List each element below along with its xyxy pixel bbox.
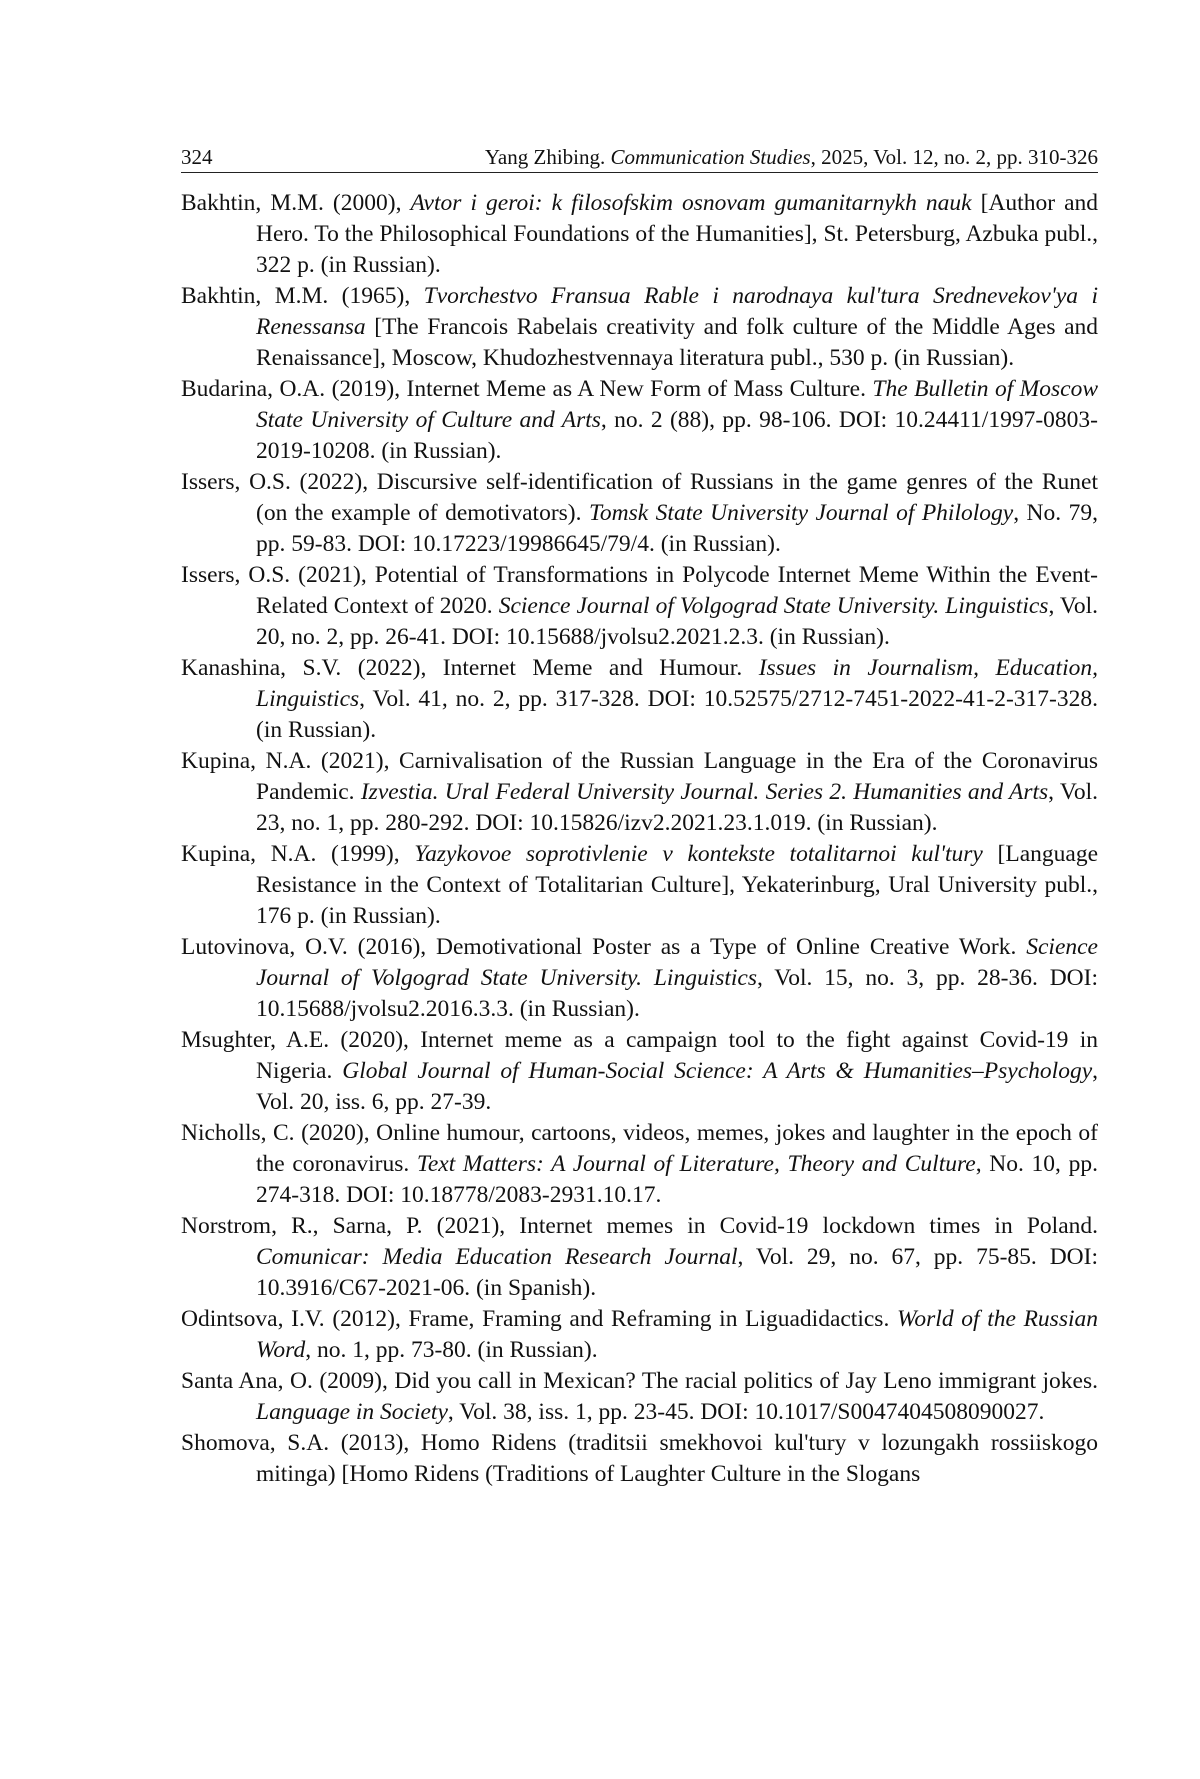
ref-text: , No. 79, pp. 59-83. DOI: 10.17223/19986645/79/4. (in Russian). — [256, 500, 1098, 557]
running-head-citation — [485, 142, 1098, 172]
reference-entry — [181, 281, 1098, 374]
reference-entry — [181, 1025, 1098, 1118]
header-journal: Communication Studies — [610, 145, 811, 169]
ref-journal: Text Matters: A Journal of Literature, Theory and Culture — [416, 1151, 976, 1177]
ref-text: Norstrom, R., Sarna, P. (2021), Internet memes in Covid-19 lockdown times in Poland. — [181, 1213, 1098, 1239]
header-issue: , 2025, Vol. 12, no. 2, pp. 310-326 — [810, 145, 1098, 169]
ref-text: , no. 2 (88), pp. 98-106. DOI: 10.24411/1997-0803-2019-10208. (in Russian). — [256, 407, 1098, 464]
ref-text: , no. 1, pp. 73-80. (in Russian). — [305, 1337, 598, 1363]
reference-entry — [181, 1304, 1098, 1366]
ref-text: Santa Ana, O. (2009), Did you call in Mexican? The racial politics of Jay Leno immigrant jokes. — [181, 1368, 1098, 1394]
ref-text: [Language Resistance in the Context of Totalitarian Culture], Yekaterinburg, Ural University publ., 176 p. (in Russian). — [256, 841, 1098, 929]
ref-text: Issers, O.S. (2021), Potential of Transformations in Polycode Internet Meme Within the Event-Related Context of 2020. — [181, 562, 1098, 619]
ref-text: Nicholls, C. (2020), Online humour, cartoons, videos, memes, jokes and laughter in the epoch of the coronavirus. — [181, 1120, 1098, 1177]
reference-entry — [181, 467, 1098, 560]
ref-text: , No. 10, pp. 274-318. DOI: 10.18778/2083-2931.10.17. — [256, 1151, 1098, 1208]
ref-text: [Author and Hero. To the Philosophical Foundations of the Humanities], St. Petersburg, Azbuka publ., 322 p. (in Russian). — [256, 190, 1098, 278]
ref-text: Kanashina, S.V. (2022), Internet Meme and Humour. — [181, 655, 759, 681]
page-number: 324 — [181, 145, 213, 169]
ref-text: [The Francois Rabelais creativity and folk culture of the Middle Ages and Renaissance], Moscow, Khudozhestvennaya literatura publ., 530 p. (in Russian). — [256, 314, 1098, 371]
ref-text: , Vol. 20, no. 2, pp. 26-41. DOI: 10.15688/jvolsu2.2021.2.3. (in Russian). — [256, 593, 1098, 650]
reference-entry — [181, 839, 1098, 932]
reference-entry — [181, 1366, 1098, 1428]
ref-text: Issers, O.S. (2022), Discursive self-identification of Russians in the game genres of the Runet (on the example of demotivators). — [181, 469, 1098, 526]
running-header — [181, 142, 1098, 173]
reference-entry — [181, 653, 1098, 746]
ref-journal: Tomsk State University Journal of Philology — [588, 500, 1014, 526]
ref-text: Lutovinova, O.V. (2016), Demotivational Poster as a Type of Online Creative Work. — [181, 934, 1027, 960]
ref-journal: Comunicar: Media Education Research Journal — [256, 1244, 738, 1270]
reference-entry — [181, 1211, 1098, 1304]
reference-entry — [181, 188, 1098, 281]
ref-text: , Vol. 38, iss. 1, pp. 23-45. DOI: 10.1017/S0047404508090027. — [447, 1399, 1045, 1425]
ref-journal: Language in Society — [256, 1399, 448, 1425]
ref-journal: Issues in Journalism, Education, Linguistics — [256, 655, 1098, 712]
reference-entry — [181, 746, 1098, 839]
ref-text: , Vol. 29, no. 67, pp. 75-85. DOI: 10.3916/C67-2021-06. (in Spanish). — [256, 1244, 1099, 1301]
ref-journal: Global Journal of Human-Social Science: A Arts & Humanities–Psychology — [342, 1058, 1093, 1084]
ref-text: , Vol. 23, no. 1, pp. 280-292. DOI: 10.15826/izv2.2021.23.1.019. (in Russian). — [256, 779, 1099, 836]
reference-entry — [181, 1118, 1098, 1211]
ref-text: , Vol. 41, no. 2, pp. 317-328. DOI: 10.52575/2712-7451-2022-41-2-317-328. (in Russian). — [256, 686, 1098, 743]
reference-entry — [181, 932, 1098, 1025]
ref-text: Bakhtin, M.M. (1965), — [181, 283, 424, 309]
ref-text: , Vol. 20, iss. 6, pp. 27-39. — [256, 1058, 1098, 1115]
ref-text: Kupina, N.A. (1999), — [181, 841, 415, 867]
ref-title: Avtor i geroi: k filosofskim osnovam gumanitarnykh nauk — [410, 190, 972, 216]
ref-journal: Izvestia. Ural Federal University Journal. Series 2. Humanities and Arts — [360, 779, 1049, 805]
ref-text: Kupina, N.A. (2021), Carnivalisation of the Russian Language in the Era of the Coronavirus Pandemic. — [181, 748, 1098, 805]
reference-entry — [181, 374, 1098, 467]
ref-text: Budarina, O.A. (2019), Internet Meme as A New Form of Mass Culture. — [181, 376, 873, 402]
ref-text: , Vol. 15, no. 3, pp. 28-36. DOI: 10.15688/jvolsu2.2016.3.3. (in Russian). — [256, 965, 1098, 1022]
ref-title: Yazykovoe soprotivlenie v kontekste totalitarnoi kul'tury — [414, 841, 983, 867]
reference-list — [181, 188, 1098, 1490]
ref-title: Tvorchestvo Fransua Rable i narodnaya kul'tura Srednevekov'ya i Renessansa — [256, 283, 1098, 340]
ref-text: Msughter, A.E. (2020), Internet meme as a campaign tool to the fight against Covid-19 in Nigeria. — [181, 1027, 1098, 1084]
ref-journal: Science Journal of Volgograd State University. Linguistics — [498, 593, 1049, 619]
reference-entry — [181, 560, 1098, 653]
ref-text: Odintsova, I.V. (2012), Frame, Framing and Reframing in Liguadidactics. — [181, 1306, 897, 1332]
ref-journal: World of the Russian Word — [256, 1306, 1098, 1363]
reference-entry — [181, 1428, 1098, 1490]
ref-text: Shomova, S.A. (2013), Homo Ridens (traditsii smekhovoi kul'tury v lozungakh rossiiskogo mitinga) [Homo Ridens (Traditions of Laughter Culture in the Slogans — [181, 1430, 1098, 1487]
ref-journal: Science Journal of Volgograd State University. Linguistics — [256, 934, 1098, 991]
header-author: Yang Zhibing. — [484, 145, 611, 169]
ref-journal: The Bulletin of Moscow State University of Culture and Arts — [256, 376, 1098, 433]
ref-text: Bakhtin, M.M. (2000), — [181, 190, 411, 216]
